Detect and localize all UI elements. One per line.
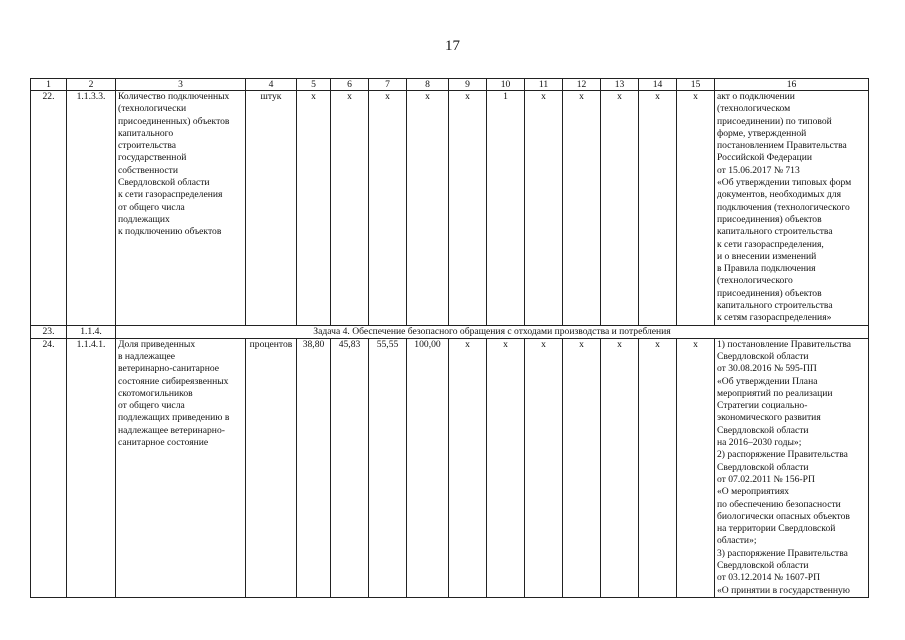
value-cell: x xyxy=(677,338,715,597)
value-cell: x xyxy=(449,91,487,326)
task-row xyxy=(31,325,869,338)
value-cell: x xyxy=(369,91,407,326)
row-code: 1.1.4.1. xyxy=(67,338,116,597)
indicator-name: Доля приведенных в надлежащее ветеринарно-санитарное состояние сибиреязвенных скотомогильников от общего числа подлежащих приведению в надлежащее ветеринарно- санитарное состояние xyxy=(116,338,246,597)
value-cell: x xyxy=(297,91,331,326)
unit: штук xyxy=(246,91,297,326)
header-cell: 14 xyxy=(639,79,677,91)
value-cell: 55,55 xyxy=(369,338,407,597)
source-document: акт о подключении (технологическом присоединении) по типовой форме, утвержденной постановлением Правительства Российской Федерации от 15.06.2017 № 713 «Об утверждении типовых форм документов, необходимых для подключения (технологического присоединения) объектов капитального строительства к сети газораспределения, и о внесении изменений в Правила подключения (технологического присоединения) объектов капитального строительства к сетям газораспределения» xyxy=(715,91,869,326)
value-cell: x xyxy=(639,338,677,597)
value-cell: x xyxy=(449,338,487,597)
value-cell: x xyxy=(601,91,639,326)
value-cell: x xyxy=(677,91,715,326)
value-cell: x xyxy=(487,338,525,597)
value-cell: x xyxy=(407,91,449,326)
header-cell: 1 xyxy=(31,79,67,91)
header-cell: 12 xyxy=(563,79,601,91)
row-number: 23. xyxy=(31,325,67,338)
header-cell: 2 xyxy=(67,79,116,91)
task-title: Задача 4. Обеспечение безопасного обращения с отходами производства и потребления xyxy=(116,325,869,338)
table-row xyxy=(31,91,869,326)
header-cell: 6 xyxy=(331,79,369,91)
row-code: 1.1.3.3. xyxy=(67,91,116,326)
value-cell: x xyxy=(639,91,677,326)
unit: процентов xyxy=(246,338,297,597)
header-cell: 15 xyxy=(677,79,715,91)
value-cell: 1 xyxy=(487,91,525,326)
row-code: 1.1.4. xyxy=(67,325,116,338)
header-row xyxy=(31,79,869,91)
header-cell: 16 xyxy=(715,79,869,91)
value-cell: x xyxy=(331,91,369,326)
table-row xyxy=(31,338,869,597)
header-cell: 5 xyxy=(297,79,331,91)
value-cell: x xyxy=(525,338,563,597)
header-cell: 8 xyxy=(407,79,449,91)
header-cell: 9 xyxy=(449,79,487,91)
source-document: 1) постановление Правительства Свердловской области от 30.08.2016 № 595-ПП «Об утверждении Плана мероприятий по реализации Стратегии социально- экономического развития Свердловской области на 2016–2030 годы»; 2) распоряжение Правительства Свердловской области от 07.02.2011 № 156-РП «О мероприятиях по обеспечению безопасности биологически опасных объектов на территории Свердловской области»; 3) распоряжение Правительства Свердловской области от 03.12.2014 № 1607-РП «О принятии в государственную xyxy=(715,338,869,597)
header-cell: 11 xyxy=(525,79,563,91)
header-cell: 10 xyxy=(487,79,525,91)
header-cell: 7 xyxy=(369,79,407,91)
header-cell: 13 xyxy=(601,79,639,91)
value-cell: x xyxy=(563,338,601,597)
indicator-name: Количество подключенных (технологически присоединенных) объектов капитального строительства государственной собственности Свердловской области к сети газораспределения от общего числа подлежащих к подключению объектов xyxy=(116,91,246,326)
row-number: 22. xyxy=(31,91,67,326)
value-cell: x xyxy=(601,338,639,597)
value-cell: 100,00 xyxy=(407,338,449,597)
value-cell: 45,83 xyxy=(331,338,369,597)
value-cell: x xyxy=(525,91,563,326)
value-cell: 38,80 xyxy=(297,338,331,597)
header-cell: 4 xyxy=(246,79,297,91)
indicators-table xyxy=(30,78,869,598)
header-cell: 3 xyxy=(116,79,246,91)
page-number: 17 xyxy=(445,38,460,54)
value-cell: x xyxy=(563,91,601,326)
row-number: 24. xyxy=(31,338,67,597)
